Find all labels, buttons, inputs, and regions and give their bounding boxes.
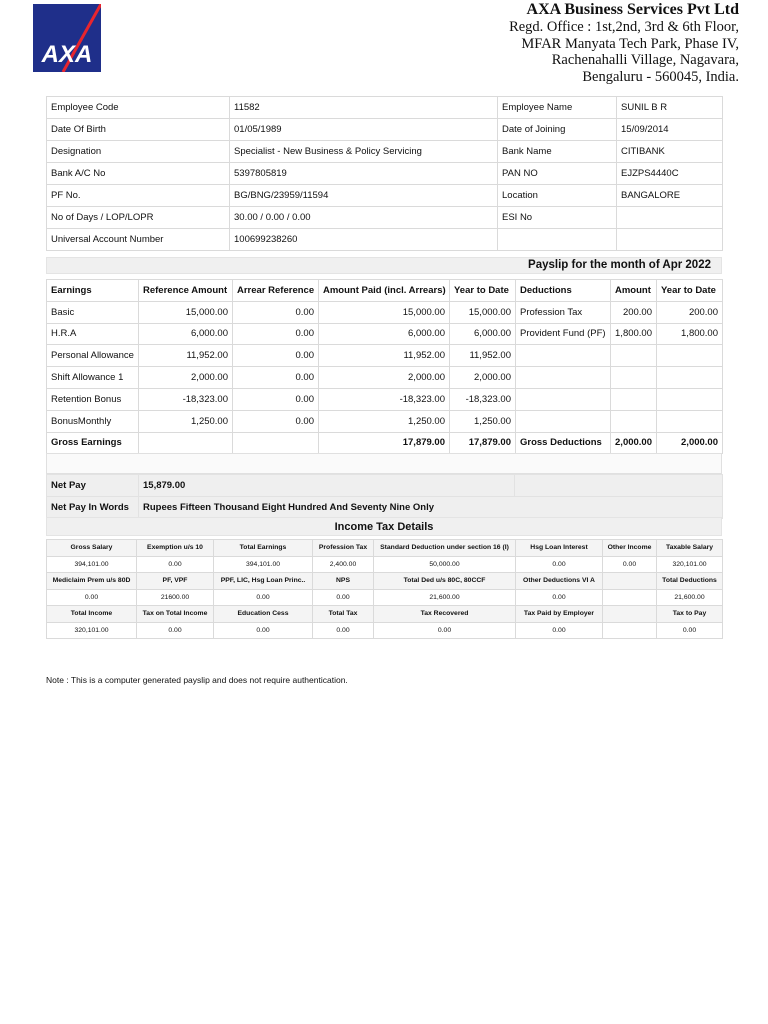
tax-header-row [47,606,723,623]
pay-cell [516,388,611,410]
employee-row-cell: PAN NO [498,163,617,185]
company-name: AXA Business Services Pvt Ltd [526,1,739,18]
tax-cell [603,622,657,639]
pay-cell: 2,000.00 [450,367,516,389]
net-pay-words: Rupees Fifteen Thousand Eight Hundred And Seventy Nine Only [139,497,723,519]
pay-cell: 0.00 [233,301,319,323]
tax-cell: 0.00 [137,556,214,573]
tax-cell: Mediclaim Prem u/s 80D [47,573,137,590]
pay-cell: 11,952.00 [139,345,233,367]
pay-cell: 0.00 [233,388,319,410]
employee-row-cell: Specialist - New Business & Policy Servicing [230,141,498,163]
pay-cell [657,388,723,410]
employee-details-table [46,96,723,251]
pay-cell [611,367,657,389]
tax-cell: 320,101.00 [657,556,723,573]
employee-row [47,119,723,141]
employee-row-cell: Location [498,185,617,207]
gross-cell: Gross Earnings [47,432,139,454]
net-pay-row [47,475,723,497]
tax-cell: Taxable Salary [657,540,723,557]
net-pay-words-row [47,497,723,519]
pay-row [47,301,723,323]
tax-cell: 0.00 [313,622,374,639]
tax-cell: Other Income [603,540,657,557]
tax-cell: 50,000.00 [374,556,516,573]
pay-cell [611,410,657,432]
pay-cell: 6,000.00 [139,323,233,345]
employee-row [47,207,723,229]
pay-cell [657,367,723,389]
gross-cell [139,432,233,454]
tax-value-row [47,589,723,606]
tax-cell: Total Income [47,606,137,623]
tax-header-row [47,540,723,557]
pay-cell: 200.00 [611,301,657,323]
tax-cell: 0.00 [516,622,603,639]
tax-cell: 0.00 [137,622,214,639]
pay-header-row [47,280,723,302]
tax-cell: Hsg Loan Interest [516,540,603,557]
tax-cell: Tax to Pay [657,606,723,623]
earnings-deductions-table [46,279,723,454]
tax-cell: Education Cess [214,606,313,623]
gross-cell: 17,879.00 [450,432,516,454]
employee-row [47,141,723,163]
pay-cell: 0.00 [233,367,319,389]
pay-cell: Profession Tax [516,301,611,323]
pay-row [47,323,723,345]
payslip-title-bar [46,257,722,274]
payslip-title: Payslip for the month of Apr 2022 [528,259,711,271]
pay-cell: 1,250.00 [450,410,516,432]
company-header [509,1,739,85]
logo-text: AXA [41,41,93,68]
pay-cell: 2,000.00 [319,367,450,389]
employee-row-cell: Date Of Birth [47,119,230,141]
pay-cell: 1,800.00 [611,323,657,345]
pay-header-cell: Amount Paid (incl. Arrears) [319,280,450,302]
tax-cell: 0.00 [214,589,313,606]
pay-cell: Basic [47,301,139,323]
gross-cell: 2,000.00 [611,432,657,454]
pay-cell: 0.00 [233,323,319,345]
net-pay-words-label: Net Pay In Words [47,497,139,519]
pay-cell: 6,000.00 [319,323,450,345]
employee-row-cell [498,229,617,251]
pay-cell [516,410,611,432]
pay-cell: -18,323.00 [450,388,516,410]
pay-header-cell: Amount [611,280,657,302]
tax-cell: PPF, LIC, Hsg Loan Princ.. [214,573,313,590]
pay-header-cell: Reference Amount [139,280,233,302]
pay-cell: 6,000.00 [450,323,516,345]
pay-row [47,410,723,432]
pay-cell: -18,323.00 [319,388,450,410]
tax-cell: 394,101.00 [214,556,313,573]
tax-cell: 0.00 [516,589,603,606]
pay-cell: 1,250.00 [319,410,450,432]
employee-row-cell: BG/BNG/23959/11594 [230,185,498,207]
net-pay-label: Net Pay [47,475,139,497]
tax-cell: 0.00 [657,622,723,639]
tax-cell: Tax Recovered [374,606,516,623]
tax-cell [603,589,657,606]
tax-cell: PF, VPF [137,573,214,590]
pay-cell: 1,800.00 [657,323,723,345]
pay-cell: 0.00 [233,410,319,432]
employee-row-cell: 15/09/2014 [617,119,723,141]
gross-cell: 2,000.00 [657,432,723,454]
employee-row-cell [617,207,723,229]
employee-row-cell: CITIBANK [617,141,723,163]
pay-cell: Provident Fund (PF) [516,323,611,345]
employee-row-cell: Designation [47,141,230,163]
footer-note: Note : This is a computer generated payslip and does not require authentication. [46,675,348,685]
pay-cell [611,345,657,367]
tax-cell: 320,101.00 [47,622,137,639]
employee-row-cell: 100699238260 [230,229,498,251]
employee-row [47,163,723,185]
pay-header-cell: Deductions [516,280,611,302]
tax-cell: Exemption u/s 10 [137,540,214,557]
tax-cell: Standard Deduction under section 16 (I) [374,540,516,557]
employee-row-cell: ESI No [498,207,617,229]
pay-cell: Retention Bonus [47,388,139,410]
tax-value-row [47,556,723,573]
pay-cell: 1,250.00 [139,410,233,432]
employee-row [47,185,723,207]
pay-cell: 11,952.00 [319,345,450,367]
tax-cell: Other Deductions VI A [516,573,603,590]
tax-cell [603,573,657,590]
net-pay-value: 15,879.00 [139,475,515,497]
tax-cell: Total Ded u/s 80C, 80CCF [374,573,516,590]
pay-header-cell: Year to Date [450,280,516,302]
tax-cell: 394,101.00 [47,556,137,573]
pay-cell: 200.00 [657,301,723,323]
gross-row [47,432,723,454]
net-pay-table [46,474,723,519]
tax-cell: 0.00 [313,589,374,606]
tax-cell: 0.00 [516,556,603,573]
tax-cell: 21,600.00 [374,589,516,606]
tax-cell: Total Tax [313,606,374,623]
tax-cell: 0.00 [603,556,657,573]
employee-row-cell: No of Days / LOP/LOPR [47,207,230,229]
pay-header-cell: Arrear Reference [233,280,319,302]
employee-row-cell: Bank A/C No [47,163,230,185]
pay-cell [611,388,657,410]
employee-row-cell: SUNIL B R [617,97,723,119]
gross-cell: Gross Deductions [516,432,611,454]
pay-cell: 15,000.00 [319,301,450,323]
tax-cell: 21600.00 [137,589,214,606]
pay-cell [657,345,723,367]
tax-header-row [47,573,723,590]
income-tax-title: Income Tax Details [46,517,722,536]
tax-cell: 0.00 [214,622,313,639]
pay-cell: 11,952.00 [450,345,516,367]
tax-cell: Total Deductions [657,573,723,590]
tax-cell: 0.00 [374,622,516,639]
company-address-line: Bengaluru - 560045, India. [582,68,739,85]
employee-row-cell: 5397805819 [230,163,498,185]
tax-cell: Total Earnings [214,540,313,557]
pay-row [47,345,723,367]
employee-row-cell: BANGALORE [617,185,723,207]
income-tax-table [46,539,723,639]
gross-cell: 17,879.00 [319,432,450,454]
employee-row [47,229,723,251]
pay-row [47,388,723,410]
pay-cell: 15,000.00 [139,301,233,323]
employee-row-cell: Employee Code [47,97,230,119]
tax-value-row [47,622,723,639]
spacer-row [46,453,722,474]
tax-cell: 21,600.00 [657,589,723,606]
tax-cell: 0.00 [47,589,137,606]
pay-cell: 15,000.00 [450,301,516,323]
employee-row [47,97,723,119]
tax-cell: Gross Salary [47,540,137,557]
pay-cell: 0.00 [233,345,319,367]
tax-cell [603,606,657,623]
tax-cell: Tax on Total Income [137,606,214,623]
employee-row-cell: PF No. [47,185,230,207]
employee-row-cell: 11582 [230,97,498,119]
pay-cell: BonusMonthly [47,410,139,432]
tax-cell: Tax Paid by Employer [516,606,603,623]
pay-row [47,367,723,389]
axa-logo [33,4,101,72]
employee-row-cell: Employee Name [498,97,617,119]
pay-cell [516,367,611,389]
employee-row-cell: EJZPS4440C [617,163,723,185]
pay-cell: H.R.A [47,323,139,345]
employee-row-cell: Universal Account Number [47,229,230,251]
pay-header-cell: Year to Date [657,280,723,302]
tax-cell: 2,400.00 [313,556,374,573]
pay-cell [516,345,611,367]
tax-cell: NPS [313,573,374,590]
gross-cell [233,432,319,454]
pay-cell [657,410,723,432]
pay-cell: Personal Allowance [47,345,139,367]
pay-header-cell: Earnings [47,280,139,302]
tax-cell: Profession Tax [313,540,374,557]
employee-row-cell: 30.00 / 0.00 / 0.00 [230,207,498,229]
pay-cell: 2,000.00 [139,367,233,389]
employee-row-cell: 01/05/1989 [230,119,498,141]
company-address-line: Rachenahalli Village, Nagavara, [551,52,739,68]
employee-row-cell: Bank Name [498,141,617,163]
employee-row-cell: Date of Joining [498,119,617,141]
employee-row-cell [617,229,723,251]
pay-cell: -18,323.00 [139,388,233,410]
pay-cell: Shift Allowance 1 [47,367,139,389]
company-address-line: Regd. Office : 1st,2nd, 3rd & 6th Floor, [509,19,739,35]
company-address-line: MFAR Manyata Tech Park, Phase IV, [521,35,739,52]
